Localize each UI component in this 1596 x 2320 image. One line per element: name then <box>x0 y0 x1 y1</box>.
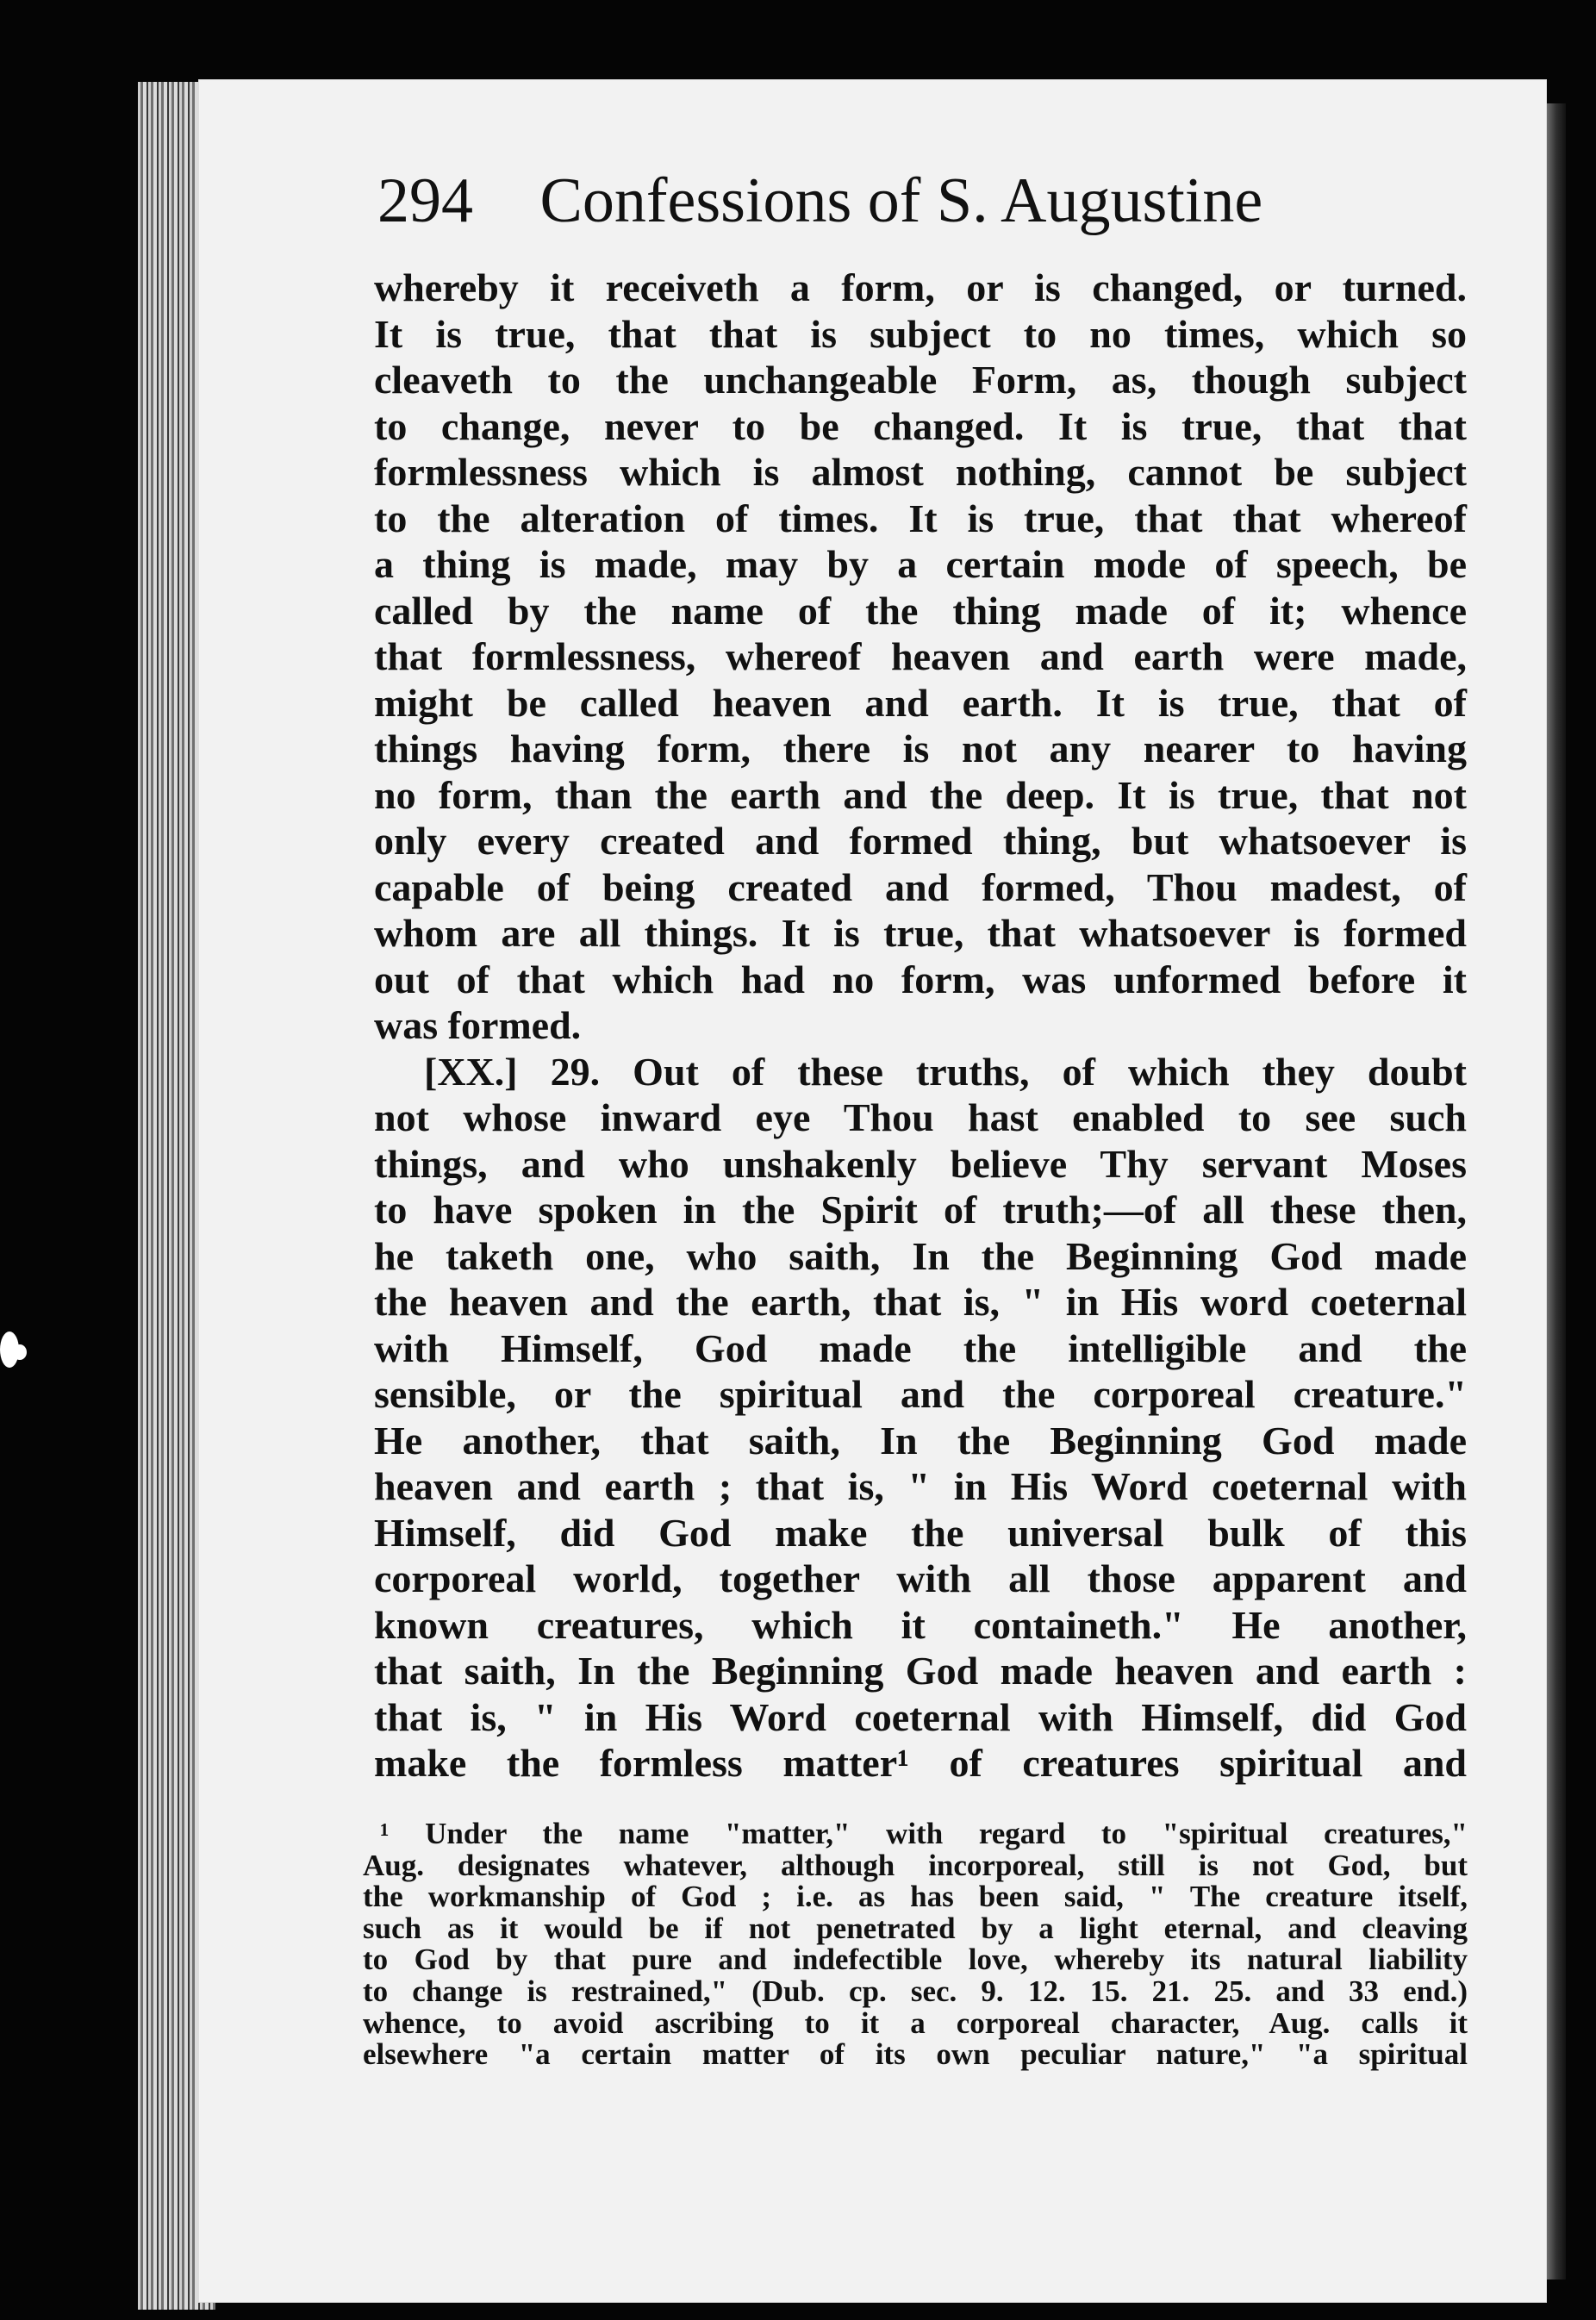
text-line: to change, never to be changed. It is true, that that <box>374 403 1467 448</box>
text-line: a thing is made, may by a certain mode of speech, be <box>374 542 1467 586</box>
text-line: cleaveth to the unchangeable Form, as, though subject <box>374 358 1467 402</box>
footnote-line: the workmanship of God ; i.e. as has been said, " The creature itself, <box>363 1880 1468 1914</box>
text-line: only every created and formed thing, but whatsoever is <box>374 819 1467 863</box>
main-text <box>374 265 1467 1787</box>
text-line: known creatures, which it containeth." He another, <box>374 1602 1467 1647</box>
text-line: sensible, or the spiritual and the corporeal creature." <box>374 1372 1467 1416</box>
text-line: to have spoken in the Spirit of truth;—of all these then, <box>374 1188 1467 1232</box>
text-line: whom are all things. It is true, that whatsoever is formed <box>374 911 1467 955</box>
text-line: called by the name of the thing made of it; whence <box>374 588 1467 633</box>
footnote-line: whence, to avoid ascribing to it a corporeal character, Aug. calls it <box>363 2005 1468 2040</box>
text-line: make the formless matter¹ of creatures spiritual and <box>374 1741 1467 1785</box>
text-line: that is, " in His Word coeternal with Himself, did God <box>374 1694 1467 1739</box>
running-title: Confessions of S. Augustine <box>539 165 1263 236</box>
text-line: things having form, there is not any nearer to having <box>374 727 1467 770</box>
page-number: 294 <box>377 165 473 236</box>
text-line: capable of being created and formed, Thou madest, of <box>374 864 1467 909</box>
text-line: It is true, that that is subject to no times, which so <box>374 311 1467 356</box>
text-line: heaven and earth ; that is, " in His Word coeternal with <box>374 1464 1467 1508</box>
footnote-line: such as it would be if not penetrated by a light eternal, and cleaving <box>363 1911 1468 1945</box>
text-line: formlessness which is almost nothing, cannot be subject <box>374 450 1467 494</box>
text-line: he taketh one, who saith, In the Beginning God made <box>374 1233 1467 1278</box>
text-line: corporeal world, together with all those apparent and <box>374 1556 1467 1600</box>
text-line: the heaven and the earth, that is, " in His word coeternal <box>374 1280 1467 1324</box>
text-line: no form, than the earth and the deep. It is true, that not <box>374 772 1467 817</box>
footnote-line: elsewhere "a certain matter of its own peculiar nature," "a spiritual <box>363 2037 1468 2072</box>
text-line: not whose inward eye Thou hast enabled to see such <box>374 1095 1467 1139</box>
text-line: was formed. <box>374 1003 582 1047</box>
text-line: that saith, In the Beginning God made heaven and earth : <box>374 1649 1467 1693</box>
text-line: to the alteration of times. It is true, that that whereof <box>374 496 1467 540</box>
text-line: whereby it receiveth a form, or is changed, or turned. <box>374 265 1467 309</box>
text-line: with Himself, God made the intelligible and the <box>374 1325 1467 1370</box>
text-line: that formlessness, whereof heaven and earth were made, <box>374 634 1467 678</box>
footnote-line: to God by that pure and indefectible love, whereby its natural liability <box>363 1943 1468 1977</box>
scan-speck <box>13 1344 27 1360</box>
section-start-line: [XX.] 29. Out of these truths, of which they doubt <box>424 1049 1467 1094</box>
text-line: He another, that saith, In the Beginning God made <box>374 1418 1467 1462</box>
text-line: things, and who unshakenly believe Thy servant Moses <box>374 1141 1467 1186</box>
footnote-line: to change is restrained," (Dub. cp. sec. 9. 12. 15. 21. 25. and 33 end.) <box>363 1974 1468 2008</box>
footnote-block <box>363 1818 1468 2071</box>
text-line: might be called heaven and earth. It is true, that of <box>374 680 1467 725</box>
text-line: Himself, did God make the universal bulk of this <box>374 1510 1467 1555</box>
page-header <box>377 165 1472 246</box>
footnote-line: ¹ Under the name "matter," with regard to "spiritual creatures," <box>380 1817 1468 1850</box>
text-line: out of that which had no form, was unformed before it <box>374 957 1467 1001</box>
book-right-edge-shadow <box>1547 103 1566 2279</box>
footnote-line: Aug. designates whatever, although incorporeal, still is not God, but <box>363 1848 1468 1882</box>
